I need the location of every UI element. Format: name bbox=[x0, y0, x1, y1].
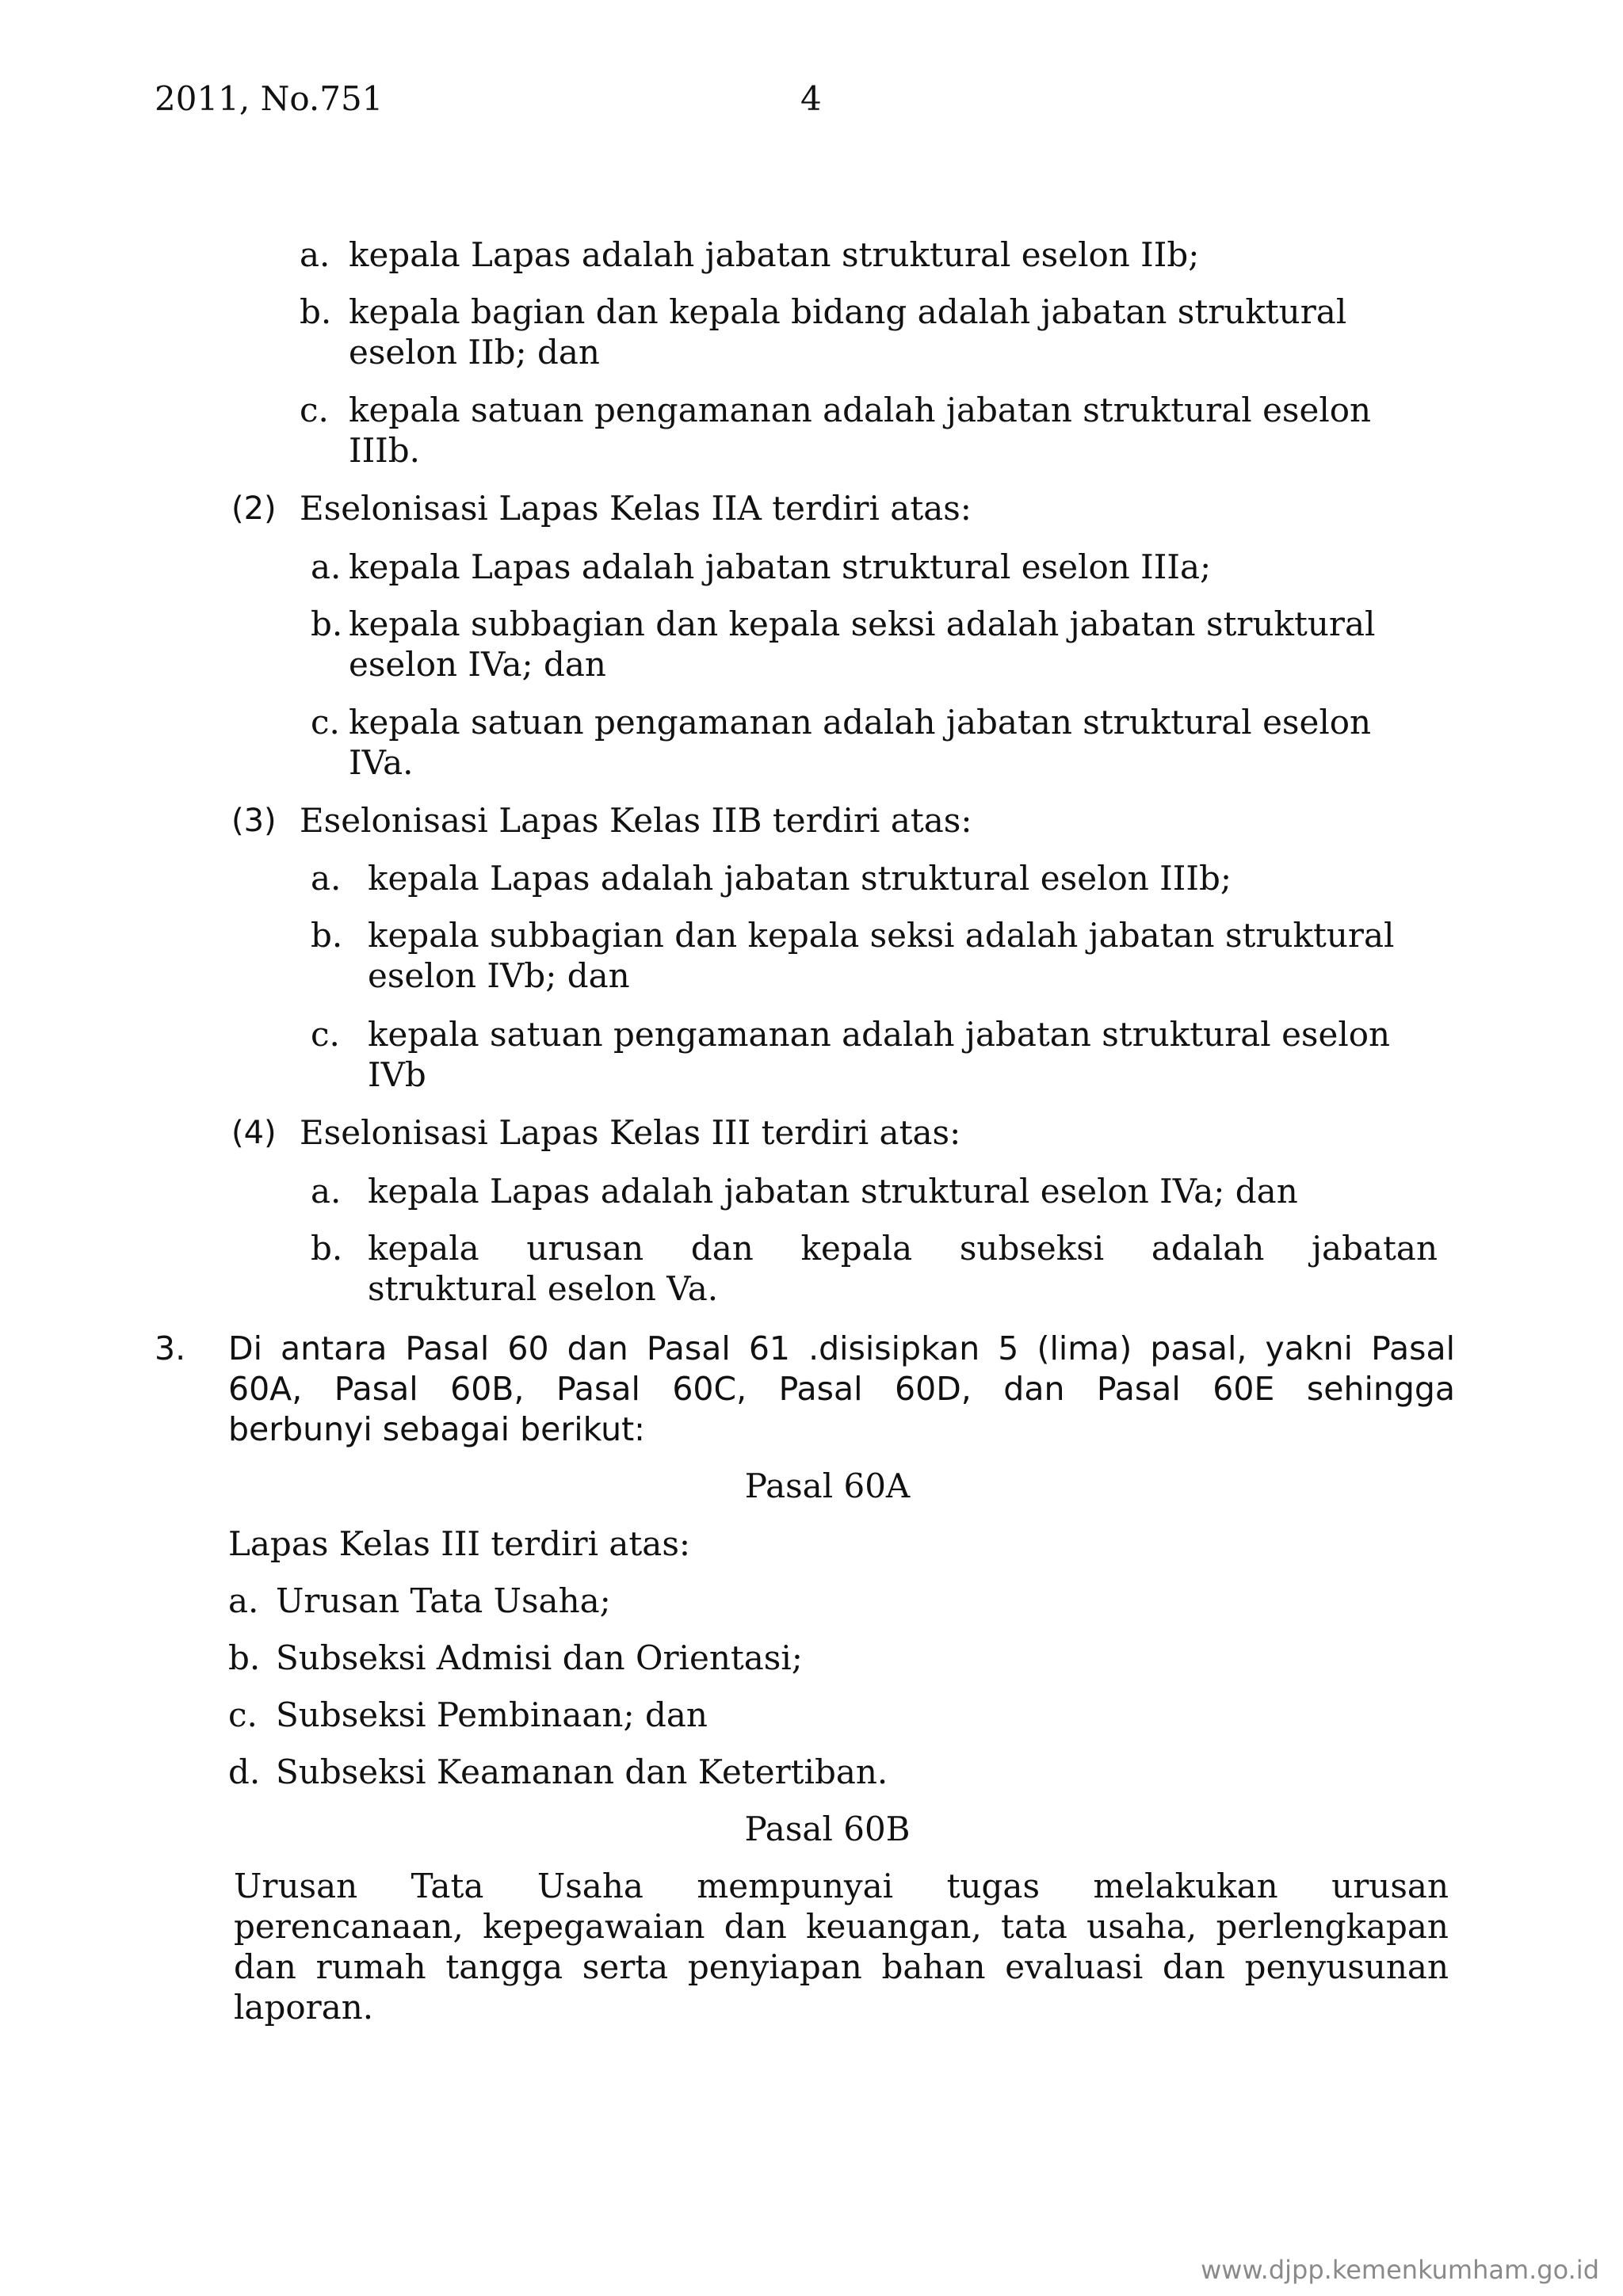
section-title: Eselonisasi Lapas Kelas III terdiri atas: bbox=[300, 1113, 961, 1152]
section-title: Eselonisasi Lapas Kelas IIA terdiri atas: bbox=[300, 489, 972, 528]
list-item-label: b. bbox=[311, 605, 343, 643]
article-text: dan rumah tangga serta penyiapan bahan evaluasi dan penyusunan bbox=[234, 1947, 1449, 1986]
item-text: berbunyi sebagai berikut: bbox=[228, 1410, 645, 1448]
list-item-label: c. bbox=[311, 1015, 340, 1054]
list-item-text: eselon IVb; dan bbox=[368, 956, 630, 995]
section-number: (2) bbox=[231, 490, 277, 527]
list-item-text: Subseksi Admisi dan Orientasi; bbox=[276, 1638, 803, 1677]
article-text: Urusan Tata Usaha mempunyai tugas melakukan urusan bbox=[234, 1867, 1449, 1905]
list-item-label: b. bbox=[311, 916, 343, 955]
list-item-text: kepala Lapas adalah jabatan struktural eselon IIIb; bbox=[368, 859, 1232, 898]
list-item-text: kepala Lapas adalah jabatan struktural eselon IVa; dan bbox=[368, 1172, 1298, 1211]
list-item-text: kepala Lapas adalah jabatan struktural eselon IIb; bbox=[349, 235, 1200, 274]
list-item-text: eselon IVa; dan bbox=[349, 645, 606, 684]
list-item-text: eselon IIb; dan bbox=[349, 333, 600, 372]
list-item-text: struktural eselon Va. bbox=[368, 1269, 719, 1308]
list-item-text: kepala satuan pengamanan adalah jabatan struktural eselon bbox=[349, 391, 1372, 429]
list-item-text: Subseksi Pembinaan; dan bbox=[276, 1695, 708, 1734]
article-text: perencanaan, kepegawaian dan keuangan, tata usaha, perlengkapan bbox=[234, 1907, 1449, 1946]
list-item-text: kepala satuan pengamanan adalah jabatan struktural eselon bbox=[368, 1015, 1391, 1054]
page-header bbox=[155, 79, 1502, 127]
list-item-text: Subseksi Keamanan dan Ketertiban. bbox=[276, 1753, 888, 1791]
article-text: laporan. bbox=[234, 1988, 374, 2027]
list-item-label: b. bbox=[228, 1638, 261, 1677]
section-number: (3) bbox=[231, 803, 277, 839]
section-title: Eselonisasi Lapas Kelas IIB terdiri atas: bbox=[300, 801, 972, 840]
list-item-label: a. bbox=[300, 235, 330, 274]
list-item-label: b. bbox=[300, 292, 332, 331]
list-item-label: a. bbox=[228, 1581, 259, 1620]
article-intro: Lapas Kelas III terdiri atas: bbox=[228, 1524, 691, 1563]
list-item-label: c. bbox=[311, 703, 340, 742]
page-number: 4 bbox=[800, 79, 822, 118]
article-title: Pasal 60B bbox=[744, 1810, 911, 1848]
list-item-text: IIIb. bbox=[349, 431, 421, 470]
list-item-text: kepala satuan pengamanan adalah jabatan struktural eselon bbox=[349, 703, 1372, 742]
list-item-text: kepala Lapas adalah jabatan struktural eselon IIIa; bbox=[349, 547, 1212, 586]
list-item-text: kepala urusan dan kepala subseksi adalah jabatan bbox=[368, 1229, 1438, 1268]
item-text: Di antara Pasal 60 dan Pasal 61 .disisipkan 5 (lima) pasal, yakni Pasal bbox=[228, 1329, 1455, 1367]
list-item-label: b. bbox=[311, 1229, 343, 1268]
list-item-text: IVa. bbox=[349, 743, 414, 782]
list-item-label: c. bbox=[300, 391, 329, 429]
list-item-label: d. bbox=[228, 1753, 261, 1791]
article-title: Pasal 60A bbox=[744, 1466, 911, 1505]
list-item-text: IVb bbox=[368, 1055, 426, 1094]
document-id: 2011, No.751 bbox=[155, 79, 384, 118]
list-item-text: kepala subbagian dan kepala seksi adalah jabatan struktural bbox=[368, 916, 1395, 955]
list-item-label: c. bbox=[228, 1695, 258, 1734]
list-item-label: a. bbox=[311, 547, 342, 586]
section-number: (4) bbox=[231, 1115, 277, 1151]
list-item-text: kepala subbagian dan kepala seksi adalah jabatan struktural bbox=[349, 605, 1376, 643]
item-number: 3. bbox=[155, 1329, 186, 1367]
list-item-text: Urusan Tata Usaha; bbox=[276, 1581, 611, 1620]
list-item-label: a. bbox=[311, 859, 342, 898]
item-text: 60A, Pasal 60B, Pasal 60C, Pasal 60D, dan Pasal 60E sehingga bbox=[228, 1370, 1455, 1408]
list-item-label: a. bbox=[311, 1172, 342, 1211]
footer-website: www.djpp.kemenkumham.go.id bbox=[1201, 2255, 1599, 2285]
list-item-text: kepala bagian dan kepala bidang adalah jabatan struktural bbox=[349, 292, 1347, 331]
